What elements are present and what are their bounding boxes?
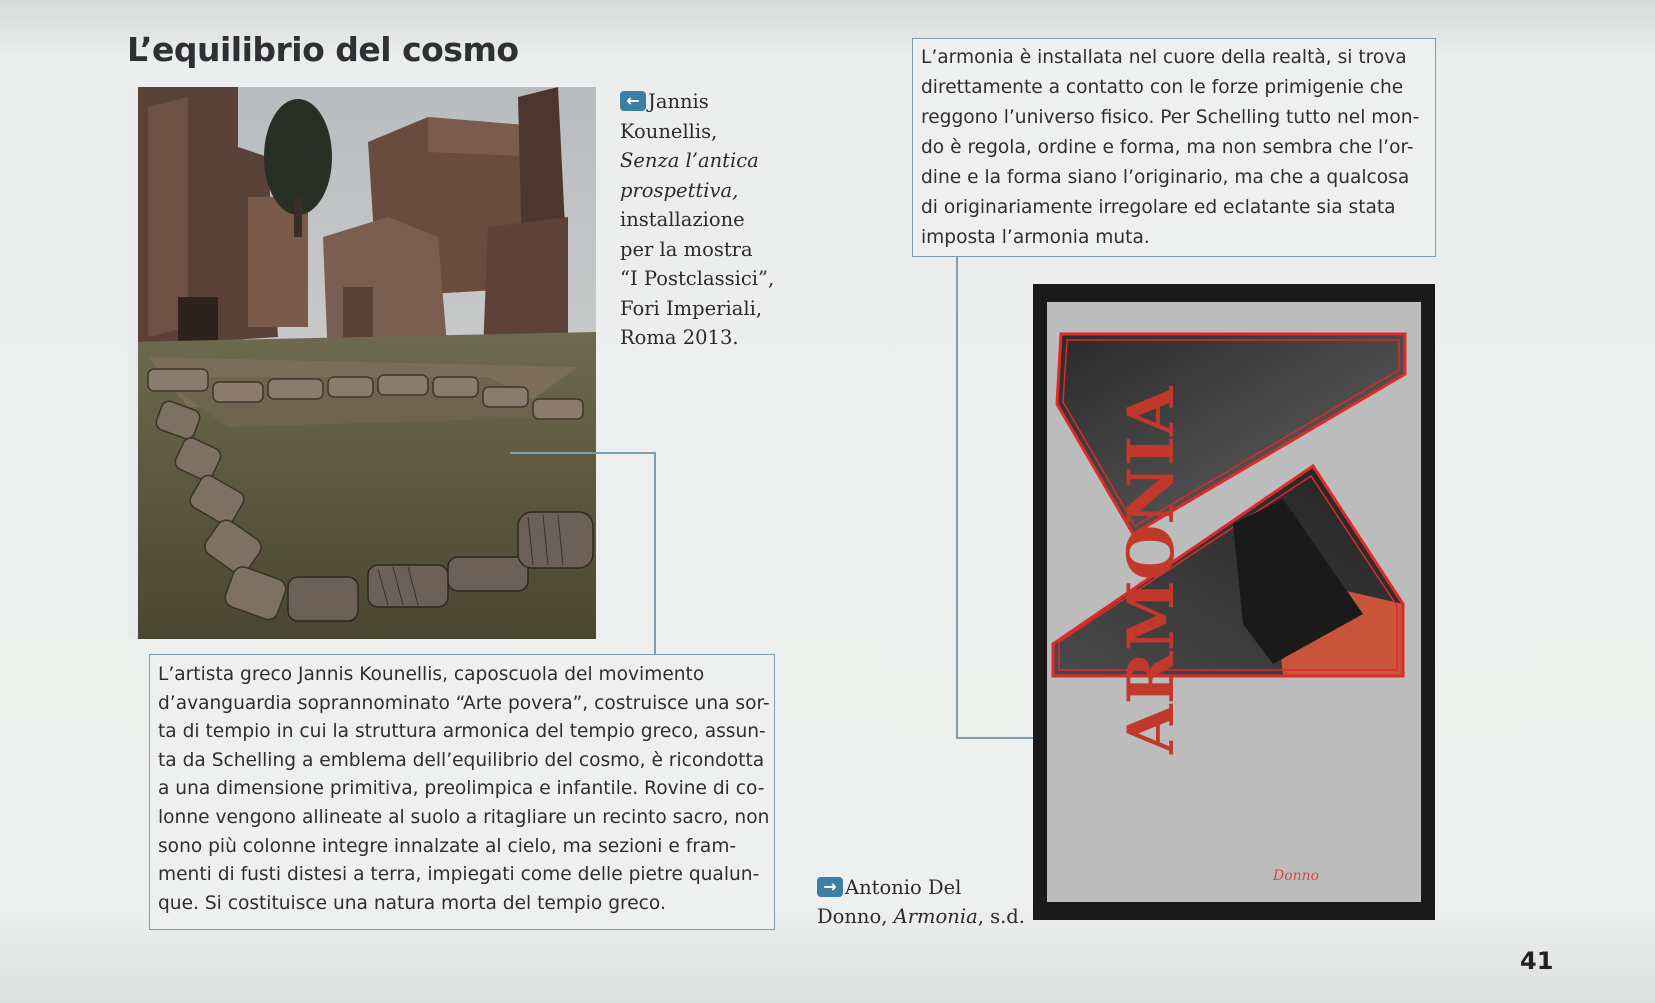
text-line: do è regola, ordine e forma, ma non sembra che l’or- [921,137,1414,158]
artist-signature: Donno [1273,868,1320,884]
caption-text: , s.d. [977,905,1025,928]
text-line: ta di tempio in cui la struttura armonica del tempio greco, assun- [158,721,766,743]
armonia-word: ARMONIA [1114,386,1189,754]
arrow-left-icon: ← [620,91,646,111]
ruins-illustration [128,87,596,639]
caption-line: Fori Imperiali, [620,296,763,320]
connector-line [956,257,958,738]
text-line: reggono l’universo fisico. Per Schelling tutto nel mon- [921,107,1420,128]
text-line: sono più colonne integre innalzate al cielo, ma sezioni e fram- [158,835,737,857]
connector-line [654,452,656,654]
page-title: L’equilibrio del cosmo [127,30,519,69]
kounellis-caption [620,87,795,353]
kounellis-description-box [149,654,775,930]
caption-artwork-title: Armonia [893,905,978,928]
caption-line: “I Postclassici”, [620,267,775,290]
del-donno-caption [817,873,1027,931]
text-line: L’artista greco Jannis Kounellis, caposcuola del movimento [158,664,705,685]
page-number: 41 [1520,947,1554,975]
kounellis-installation-photo [128,87,596,639]
schelling-quote-box [912,38,1436,257]
caption-line: prospettiva, [620,178,739,202]
text-line: d’avanguardia soprannominato “Arte povera”, costruisce una sor- [158,692,770,714]
arrow-right-icon: → [817,877,843,897]
caption-line: installazione [620,208,745,231]
armonia-artwork [1033,284,1435,920]
text-line: ta da Schelling a emblema dell’equilibrio del cosmo, è ricondotta [158,749,765,771]
caption-line: Antonio Del [845,876,962,899]
text-line: dine e la forma siano l’originario, ma che a qualcosa [921,167,1410,188]
caption-line: Roma 2013. [620,326,739,349]
text-line: direttamente a contatto con le forze primigenie che [921,77,1404,98]
caption-line: Jannis [648,90,709,113]
text-line: di originariamente irregolare ed eclatante sia stata [921,197,1396,218]
armonia-illustration [1033,284,1435,920]
text-line: a una dimensione primitiva, preolimpica e infantile. Rovine di co- [158,778,765,800]
caption-text: Donno, [817,905,894,928]
text-line: menti di fusti distesi a terra, impiegati come delle pietre qualun- [158,864,760,886]
caption-line: Kounellis, [620,119,718,143]
connector-line [510,452,655,454]
caption-line: per la mostra [620,237,753,261]
caption-line: Senza l’antica [620,149,759,172]
text-line: que. Si costituisce una natura morta del tempio greco. [158,892,666,914]
text-line: L’armonia è installata nel cuore della realtà, si trova [921,47,1407,68]
text-line: lonne vengono allineate al suolo a ritagliare un recinto sacro, non [158,806,770,828]
text-line: imposta l’armonia muta. [921,227,1150,248]
